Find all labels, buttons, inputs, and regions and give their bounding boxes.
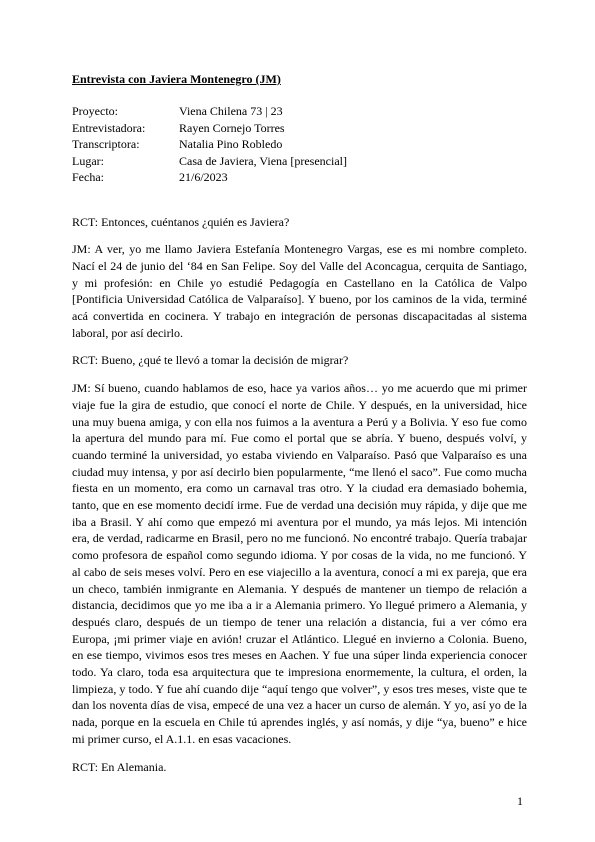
metadata-value: 21/6/2023	[179, 170, 228, 184]
metadata-value: Casa de Javiera, Viena [presencial]	[179, 153, 347, 168]
transcript-turn: JM: Sí bueno, cuando hablamos de eso, hace ya varios años… yo me acuerdo que mi primer viaje fue la gira de estudio, que conocí el norte de Chile. Y después, en la universidad, hice una muy buena amiga, y con ella nos fuimos a la aventura a Perú y a Bolivia. Y eso fue como la apertura del mundo para mí. Fue como el portal que se abría. Y bueno, después volví, y cuando terminé la universidad, yo estaba viviendo en Valparaíso. Pasó que Valparaíso es una ciudad muy intensa, y por así decirlo bien popularmente, “me llenó el saco”. Fue como mucha fiesta en un momento, era como un carnaval tras otro. Y la ciudad era demasiado bohemia, tanto, que en ese momento decidí irme. Fue de verdad una decisión muy rápida, y dije que me iba a Brasil. Y ahí como que empezó mi aventura por el mundo, ya más lejos. Mi intención era, de verdad, radicarme en Brasil, pero no me funcionó. No encontré trabajo. Quería trabajar como profesora de español como segundo idioma. Y por cosas de la vida, no me funcionó. Y al cabo de seis meses volví. Pero en ese viajecillo a la aventura, conocí a mi ex pareja, que era un checo, también inmigrante en Alemania. Y después de mantener un tiempo de relación a distancia, decidimos que yo me iba a ir a Alemania primero. Yo llegué primero a Alemania, y después claro, después de un tiempo de tener una relación a distancia, fui a ver cómo era Europa, ¡mi primer viaje en avión! cruzar el Atlántico. Llegué en invierno a Colonia. Bueno, en ese tiempo, vivimos esos tres meses en Aachen. Y fue una súper linda experiencia conocer todo. Ya claro, toda esa arquitectura que te impresiona enormemente, la cultura, el orden, la limpieza, y todo. Y fue ahí cuando dije “aquí tengo que volver”, y esos tres meses, viste que te dan los noventa días de visa, empecé de una vez a hacer un curso de alemán. Y yo, así yo de la nada, porque en la escuela en Chile tú aprendes inglés, y así nomás, y dije “ya, bueno” e hice mi primer curso, el A.1.1. en esas vacaciones.	[72, 381, 527, 746]
metadata-row-place	[72, 153, 527, 170]
metadata-table	[72, 103, 527, 186]
transcript-turn: RCT: Bueno, ¿qué te llevó a tomar la decisión de migrar?	[72, 353, 349, 368]
metadata-value: Natalia Pino Robledo	[179, 137, 283, 151]
transcript-turn: RCT: Entonces, cuéntanos ¿quién es Javiera?	[72, 214, 290, 229]
document-page	[72, 72, 527, 786]
metadata-label: Proyecto:	[72, 104, 118, 118]
metadata-row-date	[72, 169, 527, 186]
metadata-label: Transcriptora:	[72, 137, 140, 151]
metadata-value: Viena Chilena 73 | 23	[179, 104, 283, 118]
metadata-value: Rayen Cornejo Torres	[179, 120, 285, 135]
document-title: Entrevista con Javiera Montenegro (JM)	[72, 72, 281, 86]
metadata-label: Fecha:	[72, 170, 104, 184]
transcript-turn: RCT: En Alemania.	[72, 759, 167, 774]
page-number: 1	[517, 794, 523, 808]
metadata-row-interviewer	[72, 120, 527, 137]
metadata-label: Entrevistadora:	[72, 120, 146, 135]
metadata-row-project	[72, 103, 527, 120]
transcript-turn: JM: A ver, yo me llamo Javiera Estefanía Montenegro Vargas, ese es mi nombre completo. Nací el 24 de junio del ‘84 en San Felipe. Soy del Valle del Aconcagua, cerquita de Santiago, y mi profesión: en Chile yo estudié Pedagogía en Castellano en la Católica de Valpo [Pontificia Universidad Católica de Valparaíso]. Y bueno, por los caminos de la vida, terminé acá convertida en cocinera. Y trabajo en integración de personas discapacitadas al sistema laboral, por así decirlo.	[72, 242, 527, 340]
metadata-row-transcriber	[72, 136, 527, 153]
metadata-label: Lugar:	[72, 153, 104, 168]
